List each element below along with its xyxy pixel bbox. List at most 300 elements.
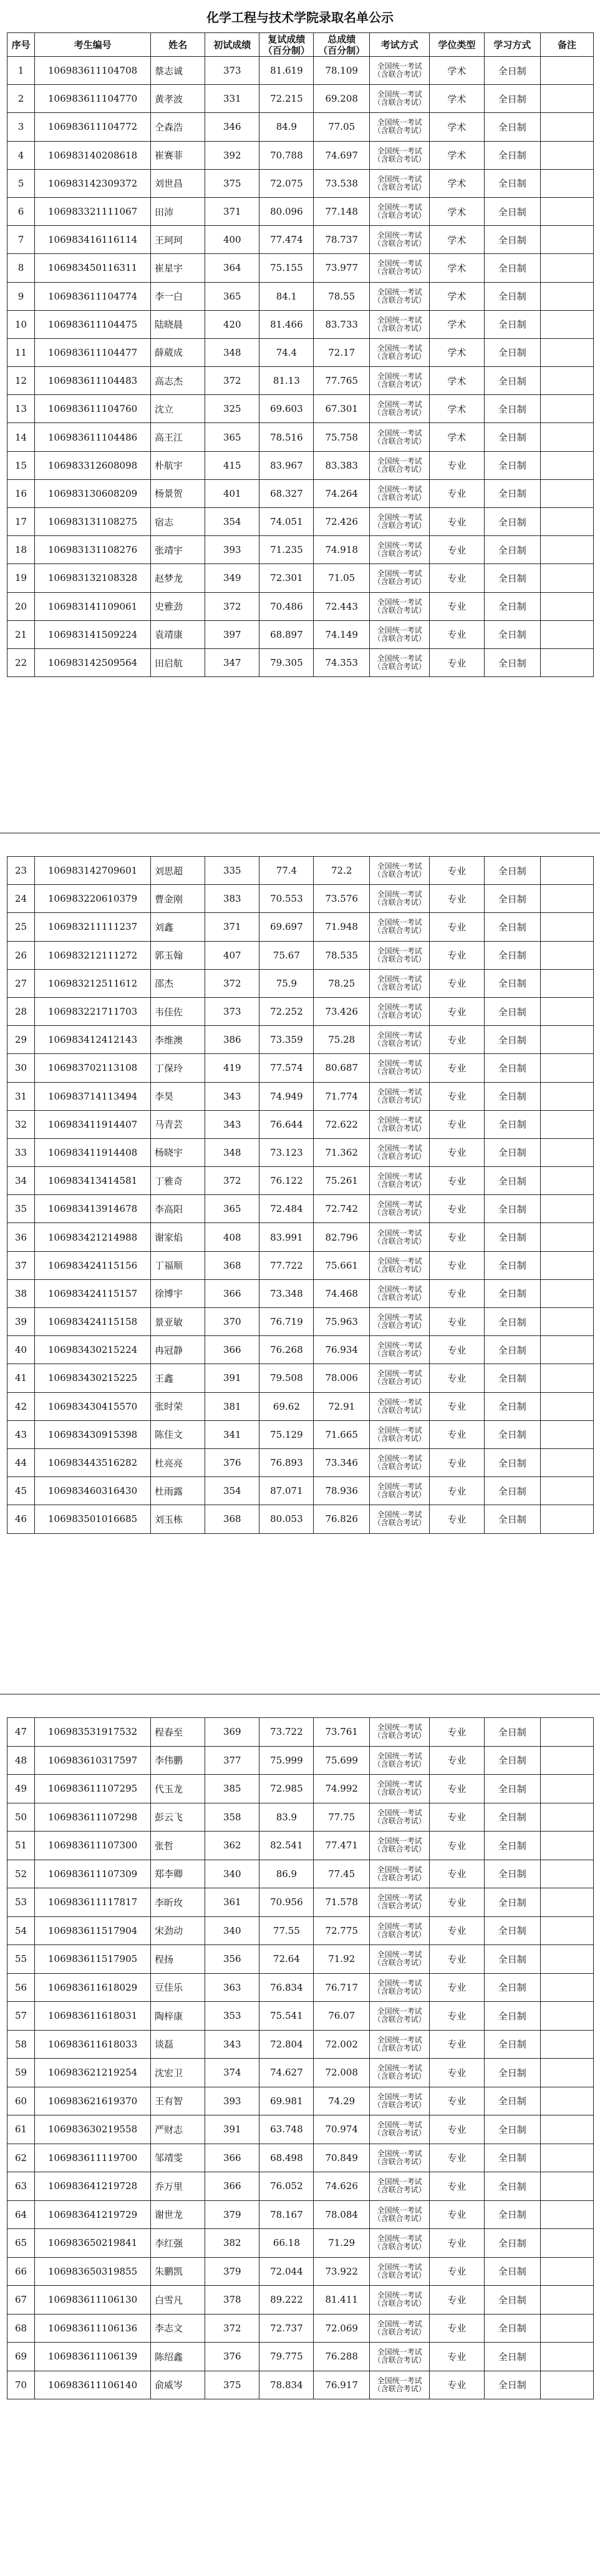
cell-exam-mode: 全国统一考试（含联合考试） [369,1945,429,1974]
cell-initial-score: 375 [205,169,259,197]
cell-retest-score: 69.981 [259,2087,314,2115]
cell-study-mode: 全日制 [484,2059,541,2087]
cell-remarks [541,1803,594,1832]
cell-study-mode: 全日制 [484,254,541,282]
table-row [7,85,594,113]
cell-degree-type: 专业 [430,508,484,536]
cell-remarks [541,1746,594,1775]
cell-remarks [541,197,594,225]
table-row [7,338,594,366]
cell-retest-score: 69.697 [259,913,314,941]
cell-seq: 37 [7,1251,35,1279]
cell-remarks [541,2002,594,2031]
table-row [7,620,594,648]
cell-exam-mode: 全国统一考试（含联合考试） [369,1336,429,1364]
table-row [7,57,594,85]
table-row [7,592,594,620]
cell-degree-type: 专业 [430,1138,484,1166]
cell-seq: 48 [7,1746,35,1775]
cell-name: 谢世龙 [151,2200,205,2229]
cell-exam-mode: 全国统一考试（含联合考试） [369,451,429,479]
cell-study-mode: 全日制 [484,2144,541,2172]
cell-exam-mode: 全国统一考试（含联合考试） [369,1026,429,1054]
cell-remarks [541,1420,594,1448]
cell-name: 沈立 [151,395,205,423]
cell-degree-type: 专业 [430,1746,484,1775]
cell-total-score: 73.922 [314,2257,369,2286]
cell-remarks [541,1279,594,1307]
cell-degree-type: 学术 [430,226,484,254]
cell-seq: 45 [7,1477,35,1505]
page-title: 化学工程与技术学院录取名单公示 [206,10,394,25]
cell-total-score: 72.2 [314,857,369,885]
cell-retest-score: 71.235 [259,536,314,564]
cell-degree-type: 学术 [430,310,484,338]
cell-remarks [541,1916,594,1945]
table-row [7,1860,594,1888]
cell-remarks [541,941,594,969]
cell-exam-id: 106983714113494 [35,1082,151,1110]
cell-study-mode: 全日制 [484,169,541,197]
cell-study-mode: 全日制 [484,1420,541,1448]
cell-name: 彭云飞 [151,1803,205,1832]
cell-retest-score: 82.541 [259,1832,314,1860]
cell-degree-type: 学术 [430,169,484,197]
cell-remarks [541,141,594,169]
cell-name: 王有智 [151,2087,205,2115]
cell-remarks [541,338,594,366]
cell-seq: 56 [7,1973,35,2002]
cell-initial-score: 349 [205,564,259,592]
cell-total-score: 75.661 [314,1251,369,1279]
page-separator [0,1694,600,1695]
cell-seq: 19 [7,564,35,592]
cell-degree-type: 专业 [430,2002,484,2031]
cell-name: 刘鑫 [151,913,205,941]
cell-degree-type: 专业 [430,1916,484,1945]
cell-remarks [541,479,594,507]
cell-exam-mode: 全国统一考试（含联合考试） [369,282,429,310]
cell-retest-score: 74.051 [259,508,314,536]
cell-name: 崔星宇 [151,254,205,282]
cell-name: 曹金刚 [151,885,205,913]
cell-total-score: 74.353 [314,648,369,676]
cell-total-score: 78.737 [314,226,369,254]
cell-seq: 41 [7,1364,35,1392]
cell-degree-type: 学术 [430,197,484,225]
cell-name: 程扬 [151,1945,205,1974]
table-row [7,1392,594,1420]
cell-retest-score: 76.644 [259,1110,314,1138]
cell-study-mode: 全日制 [484,85,541,113]
table-row [7,1916,594,1945]
table-row [7,2286,594,2315]
cell-retest-score: 72.215 [259,85,314,113]
cell-total-score: 74.29 [314,2087,369,2115]
cell-exam-mode: 全国统一考试（含联合考试） [369,2087,429,2115]
cell-degree-type: 学术 [430,254,484,282]
table-row [7,913,594,941]
cell-initial-score: 379 [205,2200,259,2229]
cell-remarks [541,2144,594,2172]
cell-initial-score: 383 [205,885,259,913]
cell-initial-score: 364 [205,254,259,282]
table-row [7,2229,594,2258]
cell-study-mode: 全日制 [484,1364,541,1392]
cell-total-score: 78.936 [314,1477,369,1505]
cell-total-score: 71.92 [314,1945,369,1974]
cell-seq: 32 [7,1110,35,1138]
cell-exam-id: 106983611117817 [35,1888,151,1917]
cell-retest-score: 69.603 [259,395,314,423]
table-row [7,2030,594,2059]
table-row [7,113,594,141]
cell-name: 袁靖康 [151,620,205,648]
cell-study-mode: 全日制 [484,282,541,310]
cell-seq: 13 [7,395,35,423]
cell-retest-score: 89.222 [259,2286,314,2315]
table-row [7,1945,594,1974]
cell-retest-score: 79.508 [259,1364,314,1392]
cell-exam-id: 106983220610379 [35,885,151,913]
cell-initial-score: 372 [205,2314,259,2343]
cell-exam-mode: 全国统一考试（含联合考试） [369,564,429,592]
cell-study-mode: 全日制 [484,885,541,913]
cell-seq: 57 [7,2002,35,2031]
cell-retest-score: 76.834 [259,1973,314,2002]
cell-name: 赵梦龙 [151,564,205,592]
cell-total-score: 75.28 [314,1026,369,1054]
cell-retest-score: 70.553 [259,885,314,913]
header-retest-score: 复试成绩 （百分制） [259,33,314,57]
cell-total-score: 78.084 [314,2200,369,2229]
cell-exam-mode: 全国统一考试（含联合考试） [369,1082,429,1110]
cell-name: 陈佳文 [151,1420,205,1448]
cell-total-score: 72.742 [314,1195,369,1223]
cell-seq: 49 [7,1775,35,1803]
cell-degree-type: 专业 [430,1420,484,1448]
header-remarks: 备注 [541,33,594,57]
cell-degree-type: 专业 [430,1223,484,1251]
cell-name: 马青芸 [151,1110,205,1138]
cell-degree-type: 专业 [430,2200,484,2229]
cell-name: 丁福顺 [151,1251,205,1279]
table-row [7,1803,594,1832]
cell-total-score: 76.826 [314,1505,369,1533]
admission-table [7,32,594,677]
cell-exam-mode: 全国统一考试（含联合考试） [369,1279,429,1307]
cell-initial-score: 420 [205,310,259,338]
cell-name: 杨晓宇 [151,1138,205,1166]
cell-degree-type: 专业 [430,1448,484,1476]
cell-seq: 17 [7,508,35,536]
table-row [7,1223,594,1251]
cell-remarks [541,1860,594,1888]
table-row [7,1420,594,1448]
cell-remarks [541,2371,594,2399]
cell-degree-type: 专业 [430,2059,484,2087]
cell-degree-type: 学术 [430,367,484,395]
cell-exam-id: 106983611104475 [35,310,151,338]
cell-study-mode: 全日制 [484,310,541,338]
cell-total-score: 69.208 [314,85,369,113]
cell-study-mode: 全日制 [484,451,541,479]
cell-total-score: 72.622 [314,1110,369,1138]
cell-total-score: 71.29 [314,2229,369,2258]
cell-degree-type: 专业 [430,1860,484,1888]
cell-name: 李高阳 [151,1195,205,1223]
table-row [7,1746,594,1775]
cell-name: 仝森浩 [151,113,205,141]
cell-total-score: 77.471 [314,1832,369,1860]
table-row [7,254,594,282]
cell-exam-mode: 全国统一考试（含联合考试） [369,969,429,997]
cell-retest-score: 68.327 [259,479,314,507]
cell-exam-id: 106983424115158 [35,1308,151,1336]
table-row [7,857,594,885]
cell-seq: 59 [7,2059,35,2087]
cell-exam-mode: 全国统一考试（含联合考试） [369,1505,429,1533]
cell-exam-id: 106983212111272 [35,941,151,969]
cell-study-mode: 全日制 [484,1803,541,1832]
cell-seq: 60 [7,2087,35,2115]
cell-exam-id: 106983430415570 [35,1392,151,1420]
cell-name: 景亚敏 [151,1308,205,1336]
cell-study-mode: 全日制 [484,564,541,592]
table-row [7,2059,594,2087]
cell-exam-id: 106983621219254 [35,2059,151,2087]
cell-exam-id: 106983611517905 [35,1945,151,1974]
cell-name: 韦佳佐 [151,997,205,1025]
cell-initial-score: 346 [205,113,259,141]
cell-exam-id: 106983141509224 [35,620,151,648]
table-row [7,1279,594,1307]
cell-total-score: 71.948 [314,913,369,941]
table-row [7,2115,594,2144]
table-row [7,451,594,479]
cell-seq: 64 [7,2200,35,2229]
cell-exam-id: 106983424115156 [35,1251,151,1279]
table-row [7,1505,594,1533]
cell-total-score: 72.002 [314,2030,369,2059]
header-total-score: 总成绩 （百分制） [314,33,369,57]
cell-study-mode: 全日制 [484,197,541,225]
table-row [7,885,594,913]
cell-exam-id: 106983611106139 [35,2343,151,2371]
cell-study-mode: 全日制 [484,1505,541,1533]
cell-total-score: 73.761 [314,1718,369,1747]
cell-exam-mode: 全国统一考试（含联合考试） [369,1860,429,1888]
cell-name: 黄孝波 [151,85,205,113]
cell-seq: 46 [7,1505,35,1533]
cell-retest-score: 79.775 [259,2343,314,2371]
cell-exam-mode: 全国统一考试（含联合考试） [369,2257,429,2286]
cell-seq: 12 [7,367,35,395]
cell-seq: 10 [7,310,35,338]
admission-table [7,1717,594,2399]
cell-total-score: 75.963 [314,1308,369,1336]
cell-initial-score: 368 [205,1505,259,1533]
cell-seq: 14 [7,423,35,451]
cell-remarks [541,913,594,941]
cell-total-score: 73.538 [314,169,369,197]
cell-exam-id: 106983211111237 [35,913,151,941]
cell-total-score: 67.301 [314,395,369,423]
cell-retest-score: 78.167 [259,2200,314,2229]
cell-total-score: 72.426 [314,508,369,536]
cell-exam-mode: 全国统一考试（含联合考试） [369,508,429,536]
cell-exam-id: 106983650219841 [35,2229,151,2258]
cell-seq: 20 [7,592,35,620]
cell-exam-mode: 全国统一考试（含联合考试） [369,620,429,648]
cell-remarks [541,2343,594,2371]
cell-study-mode: 全日制 [484,508,541,536]
cell-name: 李伟鹏 [151,1746,205,1775]
header-name: 姓名 [151,33,205,57]
cell-total-score: 72.91 [314,1392,369,1420]
cell-remarks [541,1054,594,1082]
table-row [7,1888,594,1917]
table-row [7,1832,594,1860]
cell-remarks [541,1392,594,1420]
cell-initial-score: 400 [205,226,259,254]
table-row [7,2200,594,2229]
table-row [7,226,594,254]
table-row [7,169,594,197]
cell-retest-score: 84.9 [259,113,314,141]
table-row [7,2172,594,2201]
cell-study-mode: 全日制 [484,1477,541,1505]
cell-retest-score: 80.053 [259,1505,314,1533]
table-row [7,1195,594,1223]
cell-exam-id: 106983140208618 [35,141,151,169]
cell-total-score: 71.578 [314,1888,369,1917]
cell-remarks [541,1775,594,1803]
cell-study-mode: 全日制 [484,113,541,141]
table-row [7,479,594,507]
cell-retest-score: 74.627 [259,2059,314,2087]
cell-retest-score: 72.252 [259,997,314,1025]
cell-remarks [541,1888,594,1917]
cell-remarks [541,2314,594,2343]
cell-exam-id: 106983430215225 [35,1364,151,1392]
cell-study-mode: 全日制 [484,57,541,85]
cell-retest-score: 81.13 [259,367,314,395]
cell-degree-type: 专业 [430,1364,484,1392]
cell-exam-mode: 全国统一考试（含联合考试） [369,226,429,254]
cell-name: 李维澳 [151,1026,205,1054]
table-row [7,536,594,564]
cell-exam-id: 106983611104486 [35,423,151,451]
cell-degree-type: 专业 [430,941,484,969]
cell-study-mode: 全日制 [484,857,541,885]
cell-initial-score: 353 [205,2002,259,2031]
cell-degree-type: 学术 [430,338,484,366]
table-row [7,1477,594,1505]
cell-name: 严财志 [151,2115,205,2144]
cell-degree-type: 专业 [430,1054,484,1082]
cell-exam-id: 106983531917532 [35,1718,151,1747]
cell-total-score: 78.25 [314,969,369,997]
cell-initial-score: 419 [205,1054,259,1082]
cell-initial-score: 372 [205,592,259,620]
cell-remarks [541,310,594,338]
cell-exam-mode: 全国统一考试（含联合考试） [369,1803,429,1832]
cell-retest-score: 75.999 [259,1746,314,1775]
cell-name: 王鑫 [151,1364,205,1392]
cell-remarks [541,620,594,648]
cell-initial-score: 365 [205,1195,259,1223]
cell-total-score: 74.149 [314,620,369,648]
cell-exam-mode: 全国统一考试（含联合考试） [369,1420,429,1448]
cell-study-mode: 全日制 [484,479,541,507]
cell-exam-id: 106983450116311 [35,254,151,282]
cell-study-mode: 全日制 [484,2030,541,2059]
table-row [7,2371,594,2399]
cell-remarks [541,2229,594,2258]
cell-remarks [541,536,594,564]
cell-initial-score: 381 [205,1392,259,1420]
cell-exam-id: 106983411914408 [35,1138,151,1166]
cell-exam-mode: 全国统一考试（含联合考试） [369,885,429,913]
cell-initial-score: 343 [205,2030,259,2059]
cell-study-mode: 全日制 [484,423,541,451]
cell-degree-type: 专业 [430,1973,484,2002]
cell-exam-id: 106983611104477 [35,338,151,366]
cell-study-mode: 全日制 [484,1223,541,1251]
cell-remarks [541,254,594,282]
cell-exam-id: 106983142709601 [35,857,151,885]
cell-seq: 2 [7,85,35,113]
cell-initial-score: 354 [205,1477,259,1505]
cell-name: 郭玉翰 [151,941,205,969]
cell-remarks [541,1167,594,1195]
cell-retest-score: 72.804 [259,2030,314,2059]
cell-total-score: 77.148 [314,197,369,225]
cell-remarks [541,1718,594,1747]
cell-initial-score: 391 [205,2115,259,2144]
cell-retest-score: 70.486 [259,592,314,620]
cell-retest-score: 77.722 [259,1251,314,1279]
cell-degree-type: 学术 [430,282,484,310]
cell-retest-score: 73.359 [259,1026,314,1054]
cell-initial-score: 369 [205,1718,259,1747]
cell-study-mode: 全日制 [484,1775,541,1803]
cell-exam-id: 106983212511612 [35,969,151,997]
cell-exam-id: 106983424115157 [35,1279,151,1307]
table-row [7,423,594,451]
table-row [7,1973,594,2002]
cell-retest-score: 76.893 [259,1448,314,1476]
cell-exam-id: 106983611107300 [35,1832,151,1860]
cell-exam-id: 106983132108328 [35,564,151,592]
table-row [7,1308,594,1336]
cell-name: 刘世昌 [151,169,205,197]
table-row [7,1026,594,1054]
cell-name: 陈绍鑫 [151,2343,205,2371]
cell-exam-id: 106983610317597 [35,1746,151,1775]
cell-degree-type: 专业 [430,1251,484,1279]
cell-initial-score: 382 [205,2229,259,2258]
header-exam-mode: 考试方式 [369,33,429,57]
cell-retest-score: 76.122 [259,1167,314,1195]
cell-remarks [541,1832,594,1860]
cell-study-mode: 全日制 [484,1110,541,1138]
cell-name: 冉冠静 [151,1336,205,1364]
cell-seq: 38 [7,1279,35,1307]
cell-retest-score: 69.62 [259,1392,314,1420]
cell-seq: 1 [7,57,35,85]
